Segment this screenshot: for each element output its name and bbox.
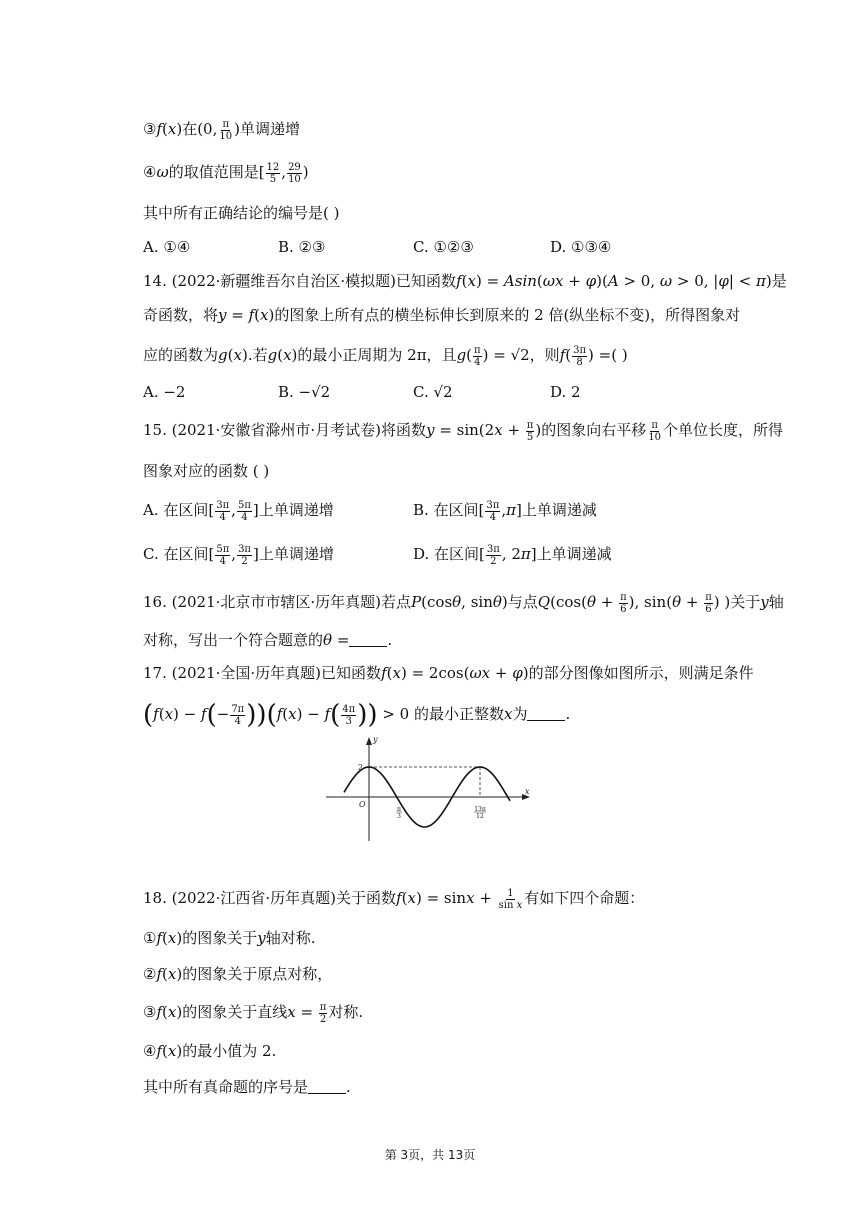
q16-line1: 16. (2021·北京市市辖区·历年真题)若点P(cosθ, sinθ)与点Q(cos(θ + $\frac{\pi}{6}$ ), sin(θ + $\frac{\pi}{6}$ ) )关于y轴: [143, 591, 784, 615]
q14-option-b: B. −√2: [278, 383, 331, 401]
q14-line2: 奇函数，将y = f(x)的图象上所有点的横坐标伸长到原来的 2 倍(纵坐标不变)，所得图象对: [143, 306, 741, 324]
q13-prompt: 其中所有正确结论的编号是( ): [143, 204, 340, 222]
q18-item2: ②f(x)的图象关于原点对称，: [143, 965, 333, 983]
q18-prompt: 其中所有真命题的序号是 .: [143, 1078, 351, 1096]
q16-answer-blank: [349, 632, 387, 647]
q18-item3: ③f(x)的图象关于直线x = $\frac{\pi}{2}$ 对称.: [143, 1001, 364, 1025]
q18-answer-blank: [308, 1079, 346, 1094]
y-axis-arrow-icon: [366, 737, 372, 745]
q15-option-b: B. 在区间[ $\frac{3\pi}{4}$ ,π]上单调递减: [413, 499, 597, 523]
q14-line3: 应的函数为g(x).若g(x)的最小正周期为 2π，且g( $\frac{\pi}{4}$ ) = √2，则f( $\frac{3\pi}{8}$ ) =( ): [143, 344, 628, 368]
max-label: 2: [358, 763, 364, 772]
q13-option-c: C. ①②③: [413, 238, 474, 256]
x-axis-label: x: [525, 787, 530, 796]
q14-line1: 14. (2022·新疆维吾尔自治区·模拟题)已知函数f(x) = Asin(ωx + φ)(A > 0, ω > 0, |φ| < π)是: [143, 272, 787, 290]
q13-option-d: D. ①③④: [550, 238, 612, 256]
q15-line1: 15. (2021·安徽省滁州市·月考试卷)将函数y = sin(2x + $\frac{\pi}{5}$ )的图象向右平移 $\frac{\pi}{10}$ 个单位长度，所得: [143, 419, 783, 443]
q17-line1: 17. (2021·全国·历年真题)已知函数f(x) = 2cos(ωx + φ)的部分图像如图所示，则满足条件: [143, 664, 754, 682]
q15-option-c: C. 在区间[ $\frac{5\pi}{4}$ , $\frac{3\pi}{2}$ ]上单调递增: [143, 543, 334, 567]
q13-option-a: A. ①④: [143, 238, 191, 256]
tick-pi-3-den: 3: [397, 813, 401, 820]
q16-line2: 对称，写出一个符合题意的θ = .: [143, 631, 393, 649]
q15-line2: 图象对应的函数 ( ): [143, 462, 270, 480]
q14-option-d: D. 2: [550, 383, 581, 401]
q17-cosine-graph: [322, 733, 534, 843]
q13-item3: ③f(x)在(0, $\frac{\pi}{10}$ )单调递增: [143, 118, 300, 142]
y-axis-label: y: [373, 735, 378, 744]
q15-option-d: D. 在区间[ $\frac{3\pi}{2}$ , 2π]上单调递减: [413, 543, 612, 567]
q13-item4: ④ω的取值范围是[ $\frac{12}{5}$ , $\frac{29}{10}$ ): [143, 161, 309, 185]
tick-13pi-12-num: 13π: [474, 806, 486, 813]
tick-13pi-12-den: 12: [476, 813, 484, 820]
q15-option-a: A. 在区间[ $\frac{3\pi}{4}$ , $\frac{5\pi}{4}$ ]上单调递增: [143, 499, 334, 523]
origin-label: O: [359, 800, 366, 809]
q14-option-a: A. −2: [143, 383, 186, 401]
q13-option-b: B. ②③: [278, 238, 326, 256]
tick-pi-3-num: π: [397, 806, 401, 813]
page-footer: 第 3页，共 13页: [384, 1148, 476, 1162]
q14-option-c: C. √2: [413, 383, 453, 401]
q18-line1: 18. (2022·江西省·历年真题)关于函数f(x) = sinx + $\frac{1}{\text{sin x}}$ 有如下四个命题：: [143, 887, 645, 911]
q18-item4: ④f(x)的最小值为 2.: [143, 1042, 277, 1060]
q17-line2: (f(x) − f(− $\frac{7\pi}{4}$ ))(f(x) − f( $\frac{4\pi}{3}$ )) > 0 的最小正整数x为 .: [143, 700, 571, 730]
q17-answer-blank: [527, 706, 565, 721]
q18-item1: ①f(x)的图象关于y轴对称.: [143, 929, 316, 947]
